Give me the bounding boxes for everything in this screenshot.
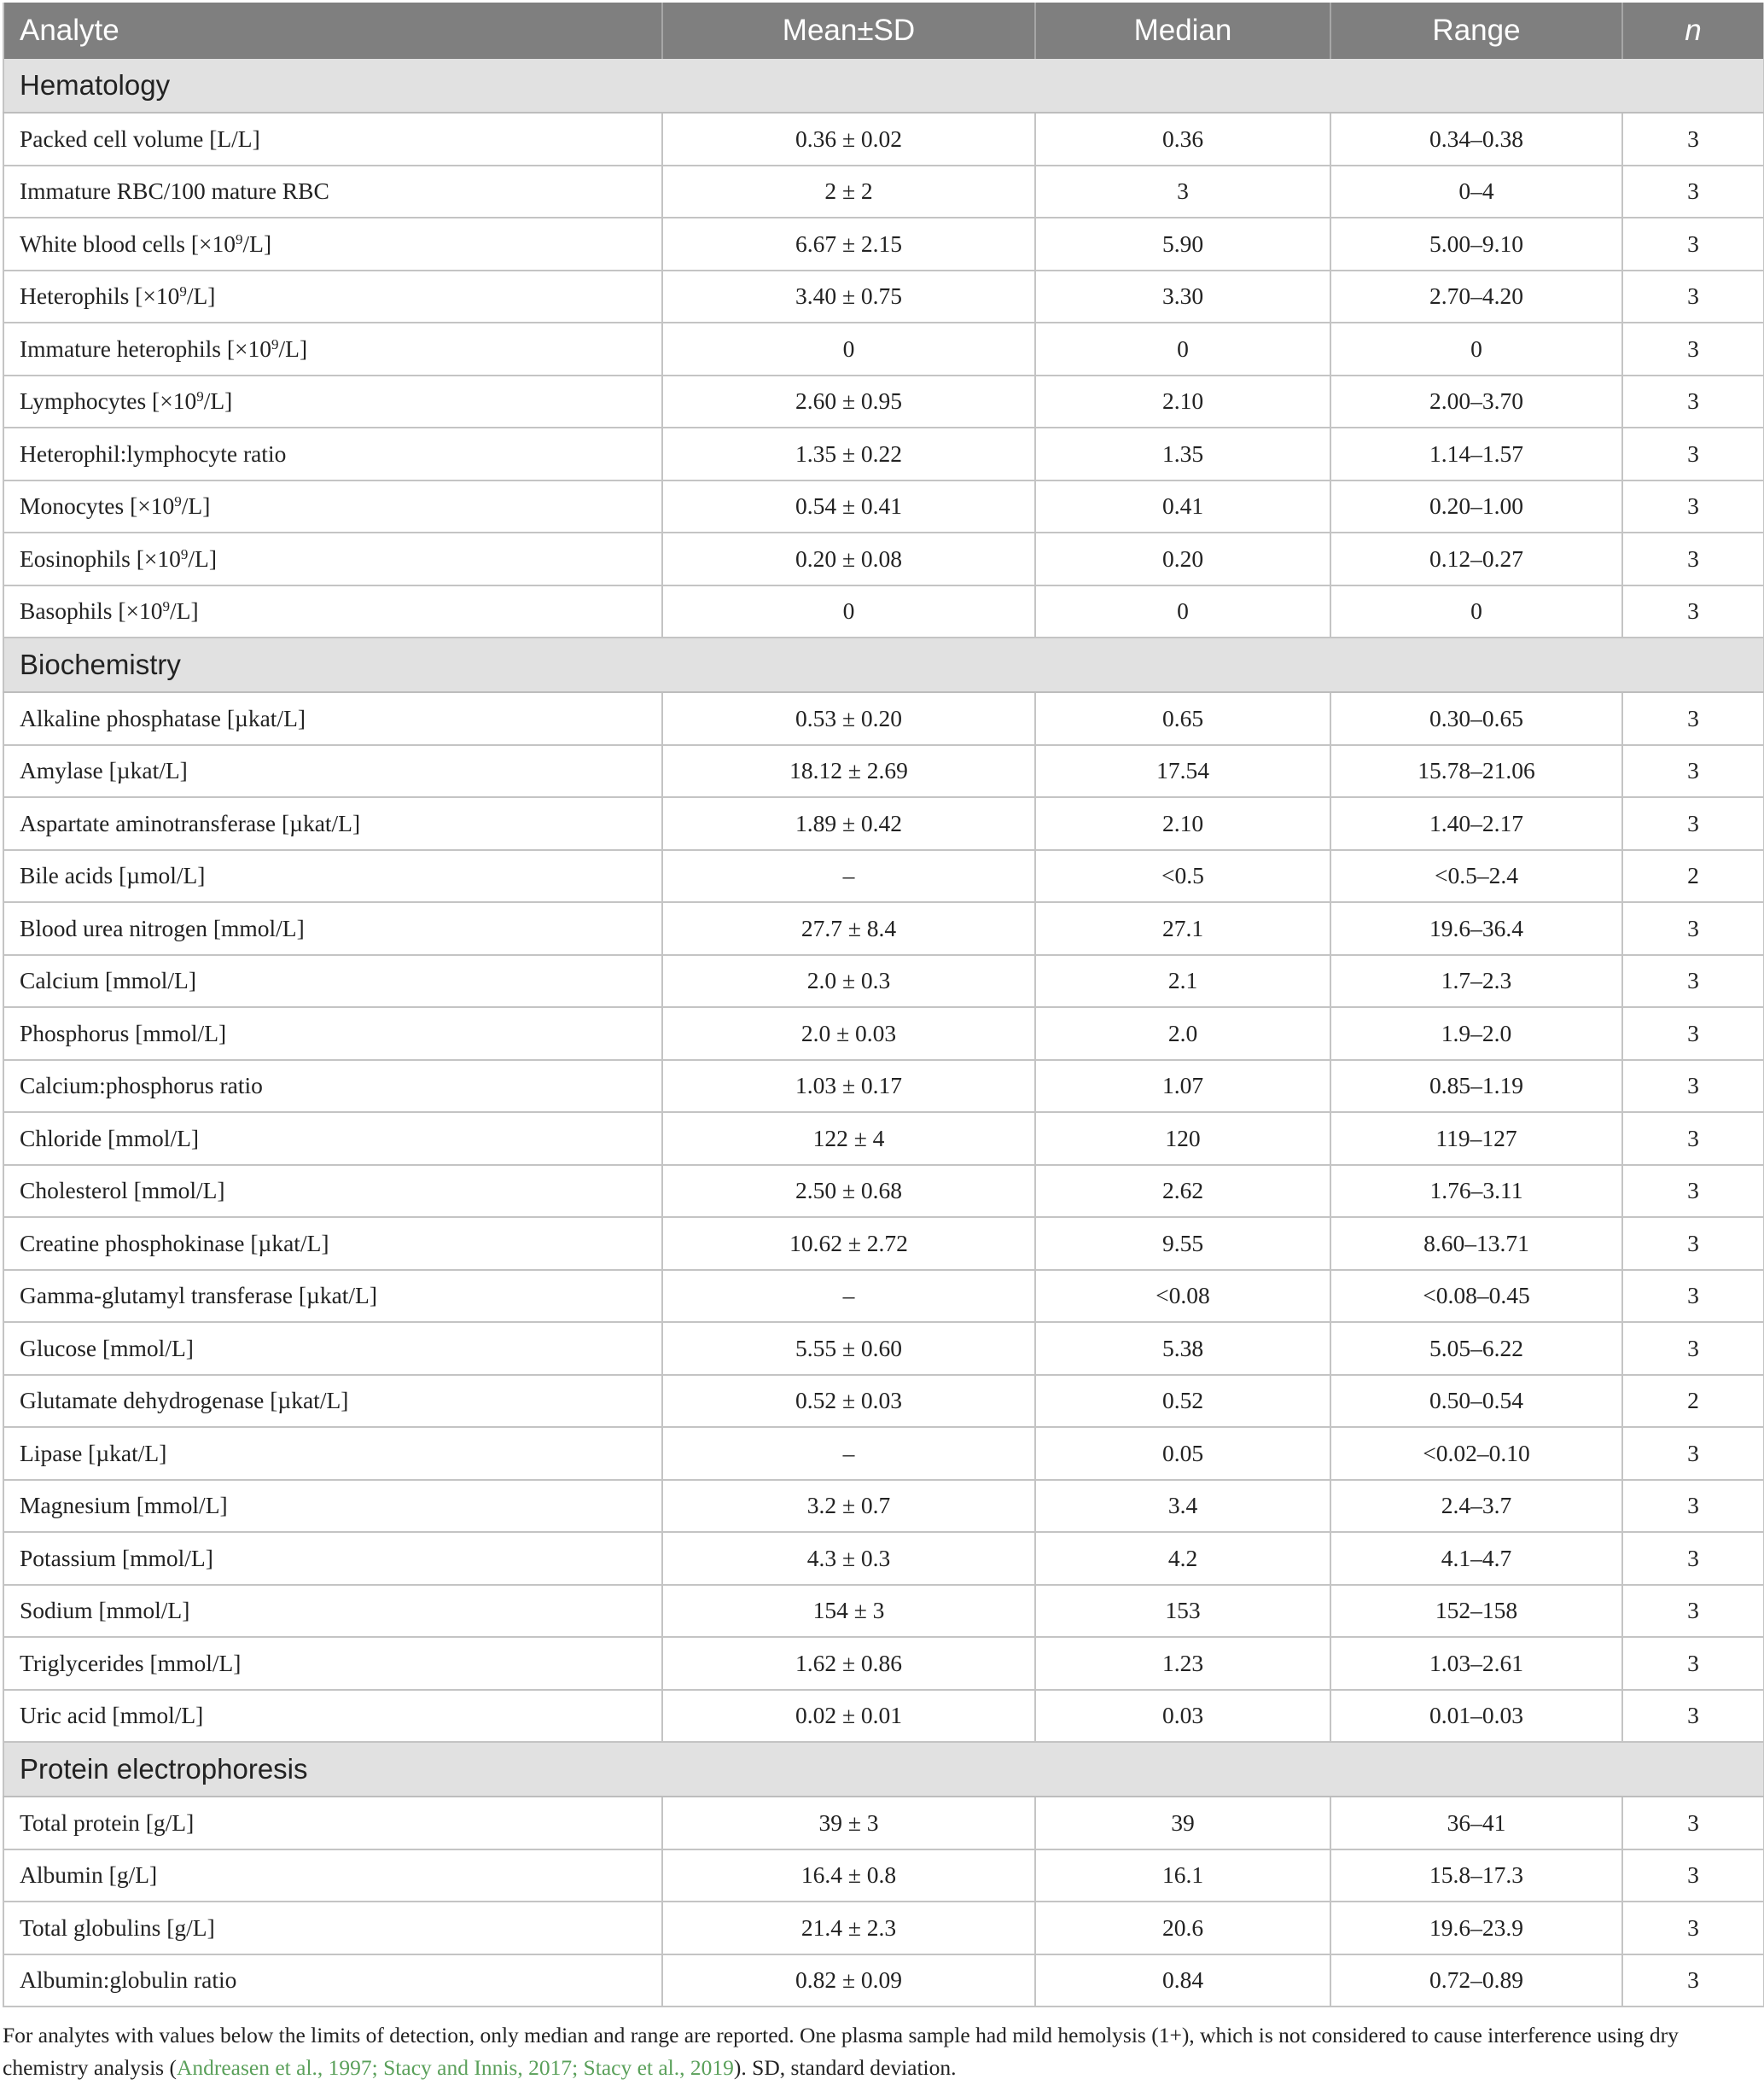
range-cell: <0.5–2.4: [1330, 850, 1622, 903]
analyte-label: White blood cells [×10: [20, 230, 236, 257]
mean-sd-cell: 0.82 ± 0.09: [662, 1954, 1035, 2007]
n-cell: 3: [1622, 1690, 1764, 1743]
n-cell: 3: [1622, 271, 1764, 323]
analyte-unit-suffix: /L]: [242, 230, 272, 257]
n-cell: 3: [1622, 113, 1764, 166]
mean-sd-cell: 122 ± 4: [662, 1112, 1035, 1165]
n-cell: 3: [1622, 1902, 1764, 1954]
mean-sd-cell: 4.3 ± 0.3: [662, 1532, 1035, 1585]
analyte-cell: Sodium [mmol/L]: [3, 1585, 662, 1638]
mean-sd-cell: 0: [662, 323, 1035, 376]
mean-sd-cell: 18.12 ± 2.69: [662, 745, 1035, 798]
median-cell: 3.4: [1035, 1480, 1330, 1533]
table-row: [3, 1007, 1764, 1060]
analyte-cell: Alkaline phosphatase [µkat/L]: [3, 692, 662, 745]
range-cell: 0.20–1.00: [1330, 481, 1622, 533]
section-header-row: [3, 638, 1764, 692]
section-header-row: [3, 1742, 1764, 1797]
n-cell: 3: [1622, 481, 1764, 533]
analyte-cell: Triglycerides [mmol/L]: [3, 1637, 662, 1690]
table-row: [3, 1375, 1764, 1428]
range-cell: 36–41: [1330, 1797, 1622, 1849]
table-row: [3, 585, 1764, 638]
median-cell: 5.38: [1035, 1322, 1330, 1375]
table-row: [3, 850, 1764, 903]
range-cell: 1.9–2.0: [1330, 1007, 1622, 1060]
table-header-row: [3, 3, 1764, 59]
mean-sd-cell: 3.40 ± 0.75: [662, 271, 1035, 323]
mean-sd-cell: –: [662, 1270, 1035, 1323]
analyte-cell: Potassium [mmol/L]: [3, 1532, 662, 1585]
analyte-cell: Albumin:globulin ratio: [3, 1954, 662, 2007]
mean-sd-cell: 27.7 ± 8.4: [662, 902, 1035, 955]
mean-sd-cell: 2.50 ± 0.68: [662, 1165, 1035, 1218]
median-cell: 1.07: [1035, 1060, 1330, 1113]
median-cell: 153: [1035, 1585, 1330, 1638]
table-row: [3, 1270, 1764, 1323]
median-cell: 1.23: [1035, 1637, 1330, 1690]
median-cell: 2.62: [1035, 1165, 1330, 1218]
mean-sd-cell: 39 ± 3: [662, 1797, 1035, 1849]
n-cell: 3: [1622, 1165, 1764, 1218]
n-cell: 3: [1622, 902, 1764, 955]
median-cell: 0.84: [1035, 1954, 1330, 2007]
median-cell: 0: [1035, 323, 1330, 376]
median-cell: 0: [1035, 585, 1330, 638]
range-cell: <0.08–0.45: [1330, 1270, 1622, 1323]
range-cell: 0.72–0.89: [1330, 1954, 1622, 2007]
range-cell: 0.50–0.54: [1330, 1375, 1622, 1428]
mean-sd-cell: 5.55 ± 0.60: [662, 1322, 1035, 1375]
mean-sd-cell: 0.54 ± 0.41: [662, 481, 1035, 533]
footnote-citations[interactable]: Andreasen et al., 1997; Stacy and Innis, 2017; Stacy et al., 2019: [176, 2055, 734, 2080]
range-cell: 0: [1330, 585, 1622, 638]
table-row: [3, 1060, 1764, 1113]
mean-sd-cell: –: [662, 850, 1035, 903]
header-n: n: [1622, 3, 1764, 59]
range-cell: 4.1–4.7: [1330, 1532, 1622, 1585]
mean-sd-cell: 2.0 ± 0.03: [662, 1007, 1035, 1060]
mean-sd-cell: 3.2 ± 0.7: [662, 1480, 1035, 1533]
analyte-table: [3, 3, 1764, 2007]
median-cell: 3.30: [1035, 271, 1330, 323]
mean-sd-cell: 6.67 ± 2.15: [662, 218, 1035, 271]
header-median: Median: [1035, 3, 1330, 59]
table-row: [3, 1217, 1764, 1270]
median-cell: 1.35: [1035, 428, 1330, 481]
table-row: [3, 797, 1764, 850]
analyte-unit-suffix: /L]: [203, 387, 233, 415]
table-row: [3, 113, 1764, 166]
analyte-cell: [3, 271, 662, 323]
mean-sd-cell: 1.62 ± 0.86: [662, 1637, 1035, 1690]
analyte-cell: [3, 323, 662, 376]
footnote-text: For analytes with values below the limits of detection, only median and range are reported. One plasma sample had mild hemolysis (1+), which is not considered to cause interference using dry chemistry analysis (: [3, 2023, 1679, 2080]
table-row: [3, 1112, 1764, 1165]
table-row: [3, 1902, 1764, 1954]
analyte-exponent: 9: [196, 388, 204, 405]
analyte-label: Basophils [×10: [20, 597, 163, 625]
median-cell: 120: [1035, 1112, 1330, 1165]
n-cell: 3: [1622, 428, 1764, 481]
analyte-exponent: 9: [236, 230, 243, 248]
section-title: Protein electrophoresis: [3, 1742, 1764, 1797]
analyte-unit-suffix: /L]: [170, 597, 199, 625]
range-cell: 8.60–13.71: [1330, 1217, 1622, 1270]
header-range: Range: [1330, 3, 1622, 59]
table-row: [3, 481, 1764, 533]
range-cell: 19.6–36.4: [1330, 902, 1622, 955]
analyte-cell: Glucose [mmol/L]: [3, 1322, 662, 1375]
analyte-label: Monocytes [×10: [20, 492, 175, 520]
median-cell: 2.10: [1035, 797, 1330, 850]
range-cell: 0.01–0.03: [1330, 1690, 1622, 1743]
range-cell: 1.03–2.61: [1330, 1637, 1622, 1690]
range-cell: 0: [1330, 323, 1622, 376]
analyte-cell: Aspartate aminotransferase [µkat/L]: [3, 797, 662, 850]
n-cell: 3: [1622, 1480, 1764, 1533]
n-cell: 3: [1622, 1585, 1764, 1638]
median-cell: 2.1: [1035, 955, 1330, 1008]
mean-sd-cell: 21.4 ± 2.3: [662, 1902, 1035, 1954]
range-cell: 0.34–0.38: [1330, 113, 1622, 166]
analyte-cell: Lipase [µkat/L]: [3, 1427, 662, 1480]
median-cell: 2.0: [1035, 1007, 1330, 1060]
analyte-cell: Gamma-glutamyl transferase [µkat/L]: [3, 1270, 662, 1323]
analyte-cell: Packed cell volume [L/L]: [3, 113, 662, 166]
table-row: [3, 1585, 1764, 1638]
range-cell: 0.85–1.19: [1330, 1060, 1622, 1113]
analyte-cell: [3, 481, 662, 533]
analyte-cell: [3, 533, 662, 585]
analyte-unit-suffix: /L]: [181, 492, 211, 520]
table-row: [3, 1532, 1764, 1585]
table-row: [3, 376, 1764, 428]
table-row: [3, 1637, 1764, 1690]
range-cell: 0.12–0.27: [1330, 533, 1622, 585]
range-cell: 119–127: [1330, 1112, 1622, 1165]
mean-sd-cell: 0: [662, 585, 1035, 638]
median-cell: 3: [1035, 166, 1330, 218]
n-cell: 3: [1622, 1112, 1764, 1165]
analyte-exponent: 9: [180, 545, 189, 562]
analyte-cell: Albumin [g/L]: [3, 1849, 662, 1902]
analyte-cell: Bile acids [µmol/L]: [3, 850, 662, 903]
median-cell: 4.2: [1035, 1532, 1330, 1585]
analyte-label: Lymphocytes [×10: [20, 387, 197, 415]
table-row: [3, 1954, 1764, 2007]
range-cell: 15.8–17.3: [1330, 1849, 1622, 1902]
mean-sd-cell: 0.02 ± 0.01: [662, 1690, 1035, 1743]
analyte-label: Eosinophils [×10: [20, 545, 181, 572]
mean-sd-cell: 0.52 ± 0.03: [662, 1375, 1035, 1428]
range-cell: 1.76–3.11: [1330, 1165, 1622, 1218]
n-cell: 3: [1622, 1532, 1764, 1585]
table-row: [3, 166, 1764, 218]
analyte-cell: Calcium [mmol/L]: [3, 955, 662, 1008]
analyte-cell: Phosphorus [mmol/L]: [3, 1007, 662, 1060]
analyte-cell: Total globulins [g/L]: [3, 1902, 662, 1954]
table-row: [3, 1427, 1764, 1480]
analyte-cell: Calcium:phosphorus ratio: [3, 1060, 662, 1113]
n-cell: 3: [1622, 1954, 1764, 2007]
n-cell: 3: [1622, 1849, 1764, 1902]
table-row: [3, 323, 1764, 376]
table-container: [3, 3, 1763, 2007]
n-cell: 3: [1622, 955, 1764, 1008]
section-title: Hematology: [3, 59, 1764, 113]
range-cell: 5.00–9.10: [1330, 218, 1622, 271]
median-cell: 2.10: [1035, 376, 1330, 428]
analyte-cell: [3, 376, 662, 428]
range-cell: 2.4–3.7: [1330, 1480, 1622, 1533]
analyte-label: Heterophils [×10: [20, 282, 180, 310]
analyte-unit-suffix: /L]: [278, 335, 308, 362]
analyte-cell: Heterophil:lymphocyte ratio: [3, 428, 662, 481]
range-cell: 0.30–0.65: [1330, 692, 1622, 745]
analyte-exponent: 9: [179, 283, 187, 300]
median-cell: <0.5: [1035, 850, 1330, 903]
analyte-exponent: 9: [162, 598, 171, 615]
table-row: [3, 1849, 1764, 1902]
range-cell: <0.02–0.10: [1330, 1427, 1622, 1480]
n-cell: 3: [1622, 1217, 1764, 1270]
analyte-cell: Creatine phosphokinase [µkat/L]: [3, 1217, 662, 1270]
mean-sd-cell: 0.53 ± 0.20: [662, 692, 1035, 745]
median-cell: 0.36: [1035, 113, 1330, 166]
table-row: [3, 533, 1764, 585]
median-cell: 9.55: [1035, 1217, 1330, 1270]
n-cell: 2: [1622, 850, 1764, 903]
n-cell: 3: [1622, 218, 1764, 271]
n-cell: 3: [1622, 533, 1764, 585]
table-row: [3, 428, 1764, 481]
n-cell: 3: [1622, 585, 1764, 638]
analyte-cell: Chloride [mmol/L]: [3, 1112, 662, 1165]
n-cell: 3: [1622, 376, 1764, 428]
footnote-text-end: ). SD, standard deviation.: [733, 2055, 957, 2080]
table-row: [3, 271, 1764, 323]
range-cell: 1.7–2.3: [1330, 955, 1622, 1008]
range-cell: 1.40–2.17: [1330, 797, 1622, 850]
mean-sd-cell: 2 ± 2: [662, 166, 1035, 218]
mean-sd-cell: 0.20 ± 0.08: [662, 533, 1035, 585]
median-cell: 17.54: [1035, 745, 1330, 798]
analyte-cell: Cholesterol [mmol/L]: [3, 1165, 662, 1218]
analyte-cell: Blood urea nitrogen [mmol/L]: [3, 902, 662, 955]
table-row: [3, 1480, 1764, 1533]
analyte-cell: Total protein [g/L]: [3, 1797, 662, 1849]
analyte-exponent: 9: [174, 493, 182, 510]
analyte-unit-suffix: /L]: [186, 282, 216, 310]
table-row: [3, 902, 1764, 955]
n-cell: 3: [1622, 166, 1764, 218]
range-cell: 19.6–23.9: [1330, 1902, 1622, 1954]
analyte-cell: Glutamate dehydrogenase [µkat/L]: [3, 1375, 662, 1428]
median-cell: 20.6: [1035, 1902, 1330, 1954]
mean-sd-cell: 2.0 ± 0.3: [662, 955, 1035, 1008]
range-cell: 152–158: [1330, 1585, 1622, 1638]
n-cell: 3: [1622, 1322, 1764, 1375]
analyte-cell: [3, 218, 662, 271]
analyte-cell: Immature RBC/100 mature RBC: [3, 166, 662, 218]
range-cell: 0–4: [1330, 166, 1622, 218]
table-row: [3, 1165, 1764, 1218]
n-cell: 3: [1622, 1797, 1764, 1849]
mean-sd-cell: 10.62 ± 2.72: [662, 1217, 1035, 1270]
n-cell: 3: [1622, 323, 1764, 376]
n-cell: 3: [1622, 692, 1764, 745]
n-cell: 2: [1622, 1375, 1764, 1428]
table-body: [3, 59, 1764, 2007]
mean-sd-cell: 2.60 ± 0.95: [662, 376, 1035, 428]
range-cell: 15.78–21.06: [1330, 745, 1622, 798]
table-row: [3, 1797, 1764, 1849]
median-cell: 0.65: [1035, 692, 1330, 745]
analyte-unit-suffix: /L]: [188, 545, 218, 572]
section-header-row: [3, 59, 1764, 113]
mean-sd-cell: 1.89 ± 0.42: [662, 797, 1035, 850]
analyte-exponent: 9: [271, 335, 279, 352]
analyte-cell: [3, 585, 662, 638]
analyte-cell: Amylase [µkat/L]: [3, 745, 662, 798]
n-cell: 3: [1622, 745, 1764, 798]
n-cell: 3: [1622, 1270, 1764, 1323]
median-cell: 5.90: [1035, 218, 1330, 271]
mean-sd-cell: 0.36 ± 0.02: [662, 113, 1035, 166]
table-row: [3, 218, 1764, 271]
table-row: [3, 1690, 1764, 1743]
median-cell: 16.1: [1035, 1849, 1330, 1902]
n-cell: 3: [1622, 797, 1764, 850]
analyte-label: Immature heterophils [×10: [20, 335, 272, 362]
mean-sd-cell: –: [662, 1427, 1035, 1480]
median-cell: <0.08: [1035, 1270, 1330, 1323]
analyte-cell: Magnesium [mmol/L]: [3, 1480, 662, 1533]
table-row: [3, 745, 1764, 798]
median-cell: 39: [1035, 1797, 1330, 1849]
table-row: [3, 1322, 1764, 1375]
range-cell: 5.05–6.22: [1330, 1322, 1622, 1375]
range-cell: 2.00–3.70: [1330, 376, 1622, 428]
median-cell: 0.03: [1035, 1690, 1330, 1743]
range-cell: 1.14–1.57: [1330, 428, 1622, 481]
mean-sd-cell: 16.4 ± 0.8: [662, 1849, 1035, 1902]
mean-sd-cell: 154 ± 3: [662, 1585, 1035, 1638]
table-row: [3, 955, 1764, 1008]
header-analyte: Analyte: [3, 3, 662, 59]
n-cell: 3: [1622, 1637, 1764, 1690]
table-footnote: [3, 2019, 1752, 2084]
median-cell: 0.20: [1035, 533, 1330, 585]
n-cell: 3: [1622, 1427, 1764, 1480]
mean-sd-cell: 1.03 ± 0.17: [662, 1060, 1035, 1113]
median-cell: 0.52: [1035, 1375, 1330, 1428]
n-cell: 3: [1622, 1060, 1764, 1113]
table-row: [3, 692, 1764, 745]
median-cell: 0.05: [1035, 1427, 1330, 1480]
median-cell: 27.1: [1035, 902, 1330, 955]
median-cell: 0.41: [1035, 481, 1330, 533]
section-title: Biochemistry: [3, 638, 1764, 692]
analyte-cell: Uric acid [mmol/L]: [3, 1690, 662, 1743]
header-mean-sd: Mean±SD: [662, 3, 1035, 59]
mean-sd-cell: 1.35 ± 0.22: [662, 428, 1035, 481]
n-cell: 3: [1622, 1007, 1764, 1060]
range-cell: 2.70–4.20: [1330, 271, 1622, 323]
